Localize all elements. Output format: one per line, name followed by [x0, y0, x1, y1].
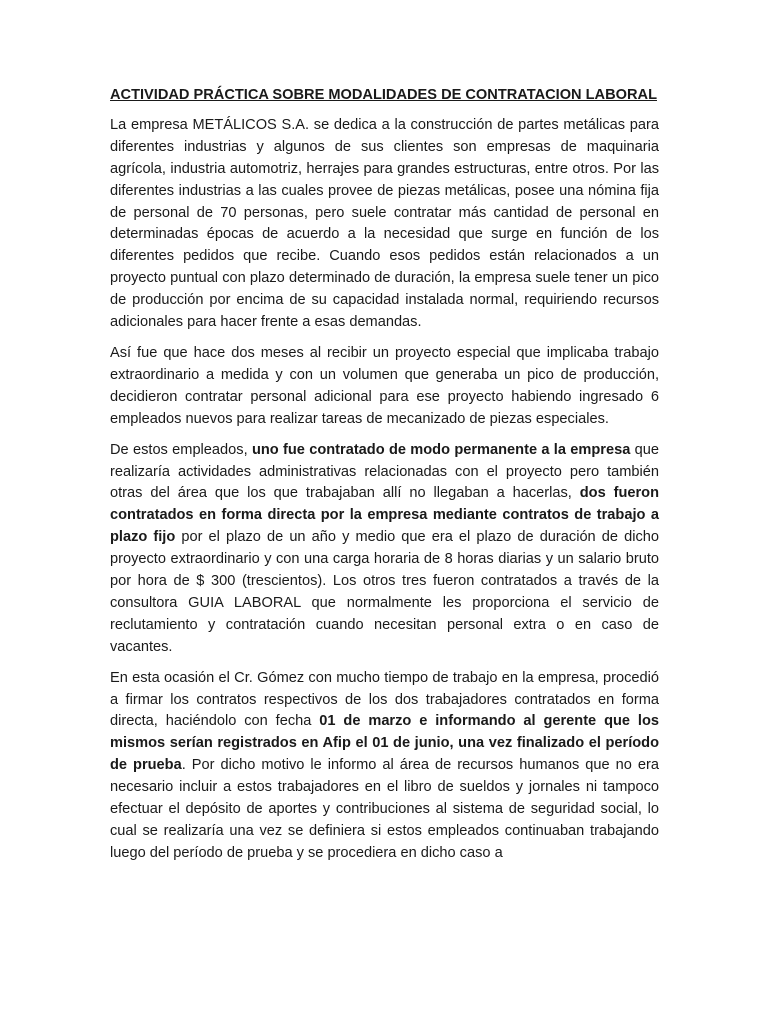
body-paragraph [110, 440, 659, 659]
bold-text-segment: 01 de marzo e informando al gerente que los mismos serían registrados en Afip el 01 de junio, una vez finalizado el período de prueba [110, 713, 659, 774]
text-segment: por el plazo de un año y medio que era el plazo de duración de dicho proyecto extraordinario y con una carga horaria de 8 horas diarias y un salario bruto por hora de $ 300 (trescientos). Los otros tres fueron contratados a través de la consultora GUIA LABORAL que normalmente les proporciona el servicio de reclutamiento y contratación cuando necesitan personal extra o en caso de vacantes. [110, 529, 659, 655]
body-paragraph [110, 343, 659, 431]
document-page [110, 85, 659, 874]
text-segment: . Por dicho motivo le informo al área de recursos humanos que no era necesario incluir a estos trabajadores en el libro de sueldos y jornales ni tampoco efectuar el depósito de aportes y contribuciones al sistema de seguridad social, lo cual se realizaría una vez se definiera si estos empleados continuaban trabajando luego del período de prueba y se procediera en dicho caso a [110, 757, 659, 861]
bold-text-segment: uno fue contratado de modo permanente a la empresa [251, 441, 631, 458]
bold-text-segment: dos fueron contratados en forma directa por la empresa mediante contratos de trabajo a plazo fijo [110, 485, 660, 546]
text-segment: En esta ocasión el Cr. Gómez con mucho tiempo de trabajo en la empresa, procedió a firmar los contratos respectivos de los dos trabajadores contratados en forma directa, haciéndolo con fecha [110, 669, 659, 730]
body-paragraph [110, 115, 659, 334]
text-segment: Así fue que hace dos meses al recibir un proyecto especial que implicaba trabajo extraordinario a medida y con un volumen que generaba un pico de producción, decidieron contratar personal adicional para ese proyecto habiendo ingresado 6 empleados nuevos para realizar tareas de mecanizado de piezas especiales. [110, 344, 659, 427]
document-body [110, 115, 659, 865]
body-paragraph [110, 668, 659, 865]
text-segment: que realizaría actividades administrativas relacionadas con el proyecto pero también otras del área que los que trabajaban allí no llegaban a hacerlas, [110, 441, 660, 502]
text-segment: La empresa METÁLICOS S.A. se dedica a la construcción de partes metálicas para diferentes industrias y algunos de sus clientes son empresas de maquinaria agrícola, industria automotriz, herrajes para grandes estructuras, entre otros. Por las diferentes industrias a las cuales provee de piezas metálicas, posee una nómina fija de personal de 70 personas, pero suele contratar más cantidad de personal en determinadas épocas de acuerdo a la necesidad que surge en función de los diferentes pedidos que recibe. Cuando esos pedidos están relacionados a un proyecto puntual con plazo determinado de duración, la empresa suele tener un pico de producción por encima de su capacidad instalada normal, requiriendo recursos adicionales para hacer frente a esas demandas. [110, 116, 659, 331]
document-title: ACTIVIDAD PRÁCTICA SOBRE MODALIDADES DE CONTRATACION LABORAL [110, 87, 657, 103]
text-segment: De estos empleados, [110, 441, 252, 458]
